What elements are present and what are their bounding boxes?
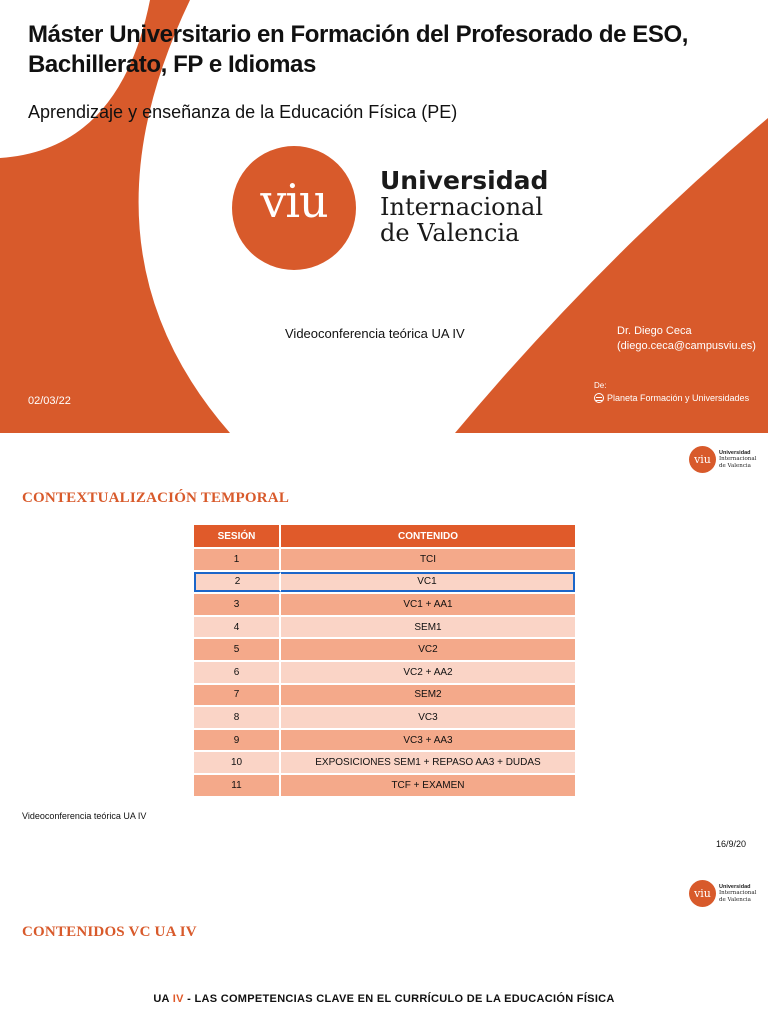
logo-line-valencia: de Valencia bbox=[380, 219, 520, 247]
table-row bbox=[194, 707, 575, 728]
small-logo-line2: Internacional bbox=[719, 890, 757, 897]
author-name: Dr. Diego Ceca bbox=[617, 325, 692, 337]
publisher-name: Planeta Formación y Universidades bbox=[607, 393, 750, 403]
publisher bbox=[594, 393, 749, 403]
header-session: SESIÓN bbox=[194, 525, 281, 547]
globe-icon bbox=[594, 393, 604, 403]
session-content: VC3 bbox=[281, 707, 575, 728]
slide-footer-date: 16/9/20 bbox=[716, 839, 747, 849]
session-number: 9 bbox=[194, 730, 281, 751]
session-content: VC2 + AA2 bbox=[281, 662, 575, 683]
table-row bbox=[194, 730, 575, 751]
table-row bbox=[194, 594, 575, 615]
small-logo-line3: de Valencia bbox=[719, 896, 751, 903]
session-content: TCF + EXAMEN bbox=[281, 775, 575, 796]
timeline-slide bbox=[0, 433, 768, 863]
table-header-row bbox=[194, 525, 575, 547]
session-content: VC2 bbox=[281, 639, 575, 660]
small-viu-logo bbox=[689, 446, 756, 473]
title-slide bbox=[0, 0, 768, 433]
small-logo-line1: Universidad bbox=[719, 450, 751, 457]
author-block bbox=[617, 324, 756, 354]
table-row bbox=[194, 549, 575, 570]
session-content: SEM2 bbox=[281, 685, 575, 706]
sessions-table bbox=[194, 523, 575, 798]
university-logo-text bbox=[380, 168, 548, 245]
viu-logo-letters: viu bbox=[260, 174, 328, 228]
session-number: 5 bbox=[194, 639, 281, 660]
session-number[interactable]: 2 bbox=[194, 572, 281, 593]
session-number: 3 bbox=[194, 594, 281, 615]
session-number: 7 bbox=[194, 685, 281, 706]
session-content: VC3 + AA3 bbox=[281, 730, 575, 751]
table-row bbox=[194, 639, 575, 660]
table-row bbox=[194, 662, 575, 683]
session-number: 10 bbox=[194, 752, 281, 773]
unit-name: - LAS COMPETENCIAS CLAVE EN EL CURRÍCULO DE LA EDUCACIÓN FÍSICA bbox=[187, 993, 615, 1005]
session-content: SEM1 bbox=[281, 617, 575, 638]
small-logo-mark: viu bbox=[689, 446, 716, 473]
viu-logo-mark bbox=[232, 146, 356, 270]
table-row bbox=[194, 752, 575, 773]
table-row-selected[interactable] bbox=[194, 572, 575, 593]
session-number: 6 bbox=[194, 662, 281, 683]
small-logo-mark: viu bbox=[689, 880, 716, 907]
table-row bbox=[194, 617, 575, 638]
section-heading: CONTEXTUALIZACIÓN TEMPORAL bbox=[22, 490, 290, 506]
session-number: 4 bbox=[194, 617, 281, 638]
slide-footer-title: Videoconferencia teórica UA IV bbox=[22, 811, 147, 821]
small-logo-line3: de Valencia bbox=[719, 462, 751, 469]
session-content[interactable]: VC1 bbox=[281, 572, 575, 593]
session-content: EXPOSICIONES SEM1 + REPASO AA3 + DUDAS bbox=[281, 752, 575, 773]
session-number: 1 bbox=[194, 549, 281, 570]
table-row bbox=[194, 685, 575, 706]
header-content: CONTENIDO bbox=[281, 525, 575, 547]
small-logo-text bbox=[719, 450, 756, 469]
logo-line-internacional: Internacional bbox=[380, 193, 544, 221]
small-logo-text bbox=[719, 884, 756, 903]
course-subtitle: Aprendizaje y enseñanza de la Educación Física (PE) bbox=[28, 102, 458, 122]
small-logo-line2: Internacional bbox=[719, 456, 757, 463]
unit-title bbox=[0, 993, 768, 1005]
small-viu-logo bbox=[689, 880, 756, 907]
logo-line-universidad: Universidad bbox=[380, 166, 549, 195]
session-content: VC1 + AA1 bbox=[281, 594, 575, 615]
session-number: 8 bbox=[194, 707, 281, 728]
session-content: TCI bbox=[281, 549, 575, 570]
section-heading: CONTENIDOS VC UA IV bbox=[22, 924, 197, 940]
author-email: (diego.ceca@campusviu.es) bbox=[617, 339, 756, 352]
from-label: De: bbox=[594, 381, 607, 390]
table-row bbox=[194, 775, 575, 796]
small-logo-line1: Universidad bbox=[719, 884, 751, 891]
session-title: Videoconferencia teórica UA IV bbox=[285, 326, 465, 341]
unit-prefix: UA bbox=[153, 993, 170, 1005]
session-number: 11 bbox=[194, 775, 281, 796]
slide-date: 02/03/22 bbox=[28, 395, 71, 407]
unit-number: IV bbox=[172, 993, 184, 1005]
contents-slide bbox=[0, 863, 768, 1024]
course-title: Máster Universitario en Formación del Profesorado de ESO, Bachillerato, FP e Idiomas bbox=[28, 21, 689, 78]
